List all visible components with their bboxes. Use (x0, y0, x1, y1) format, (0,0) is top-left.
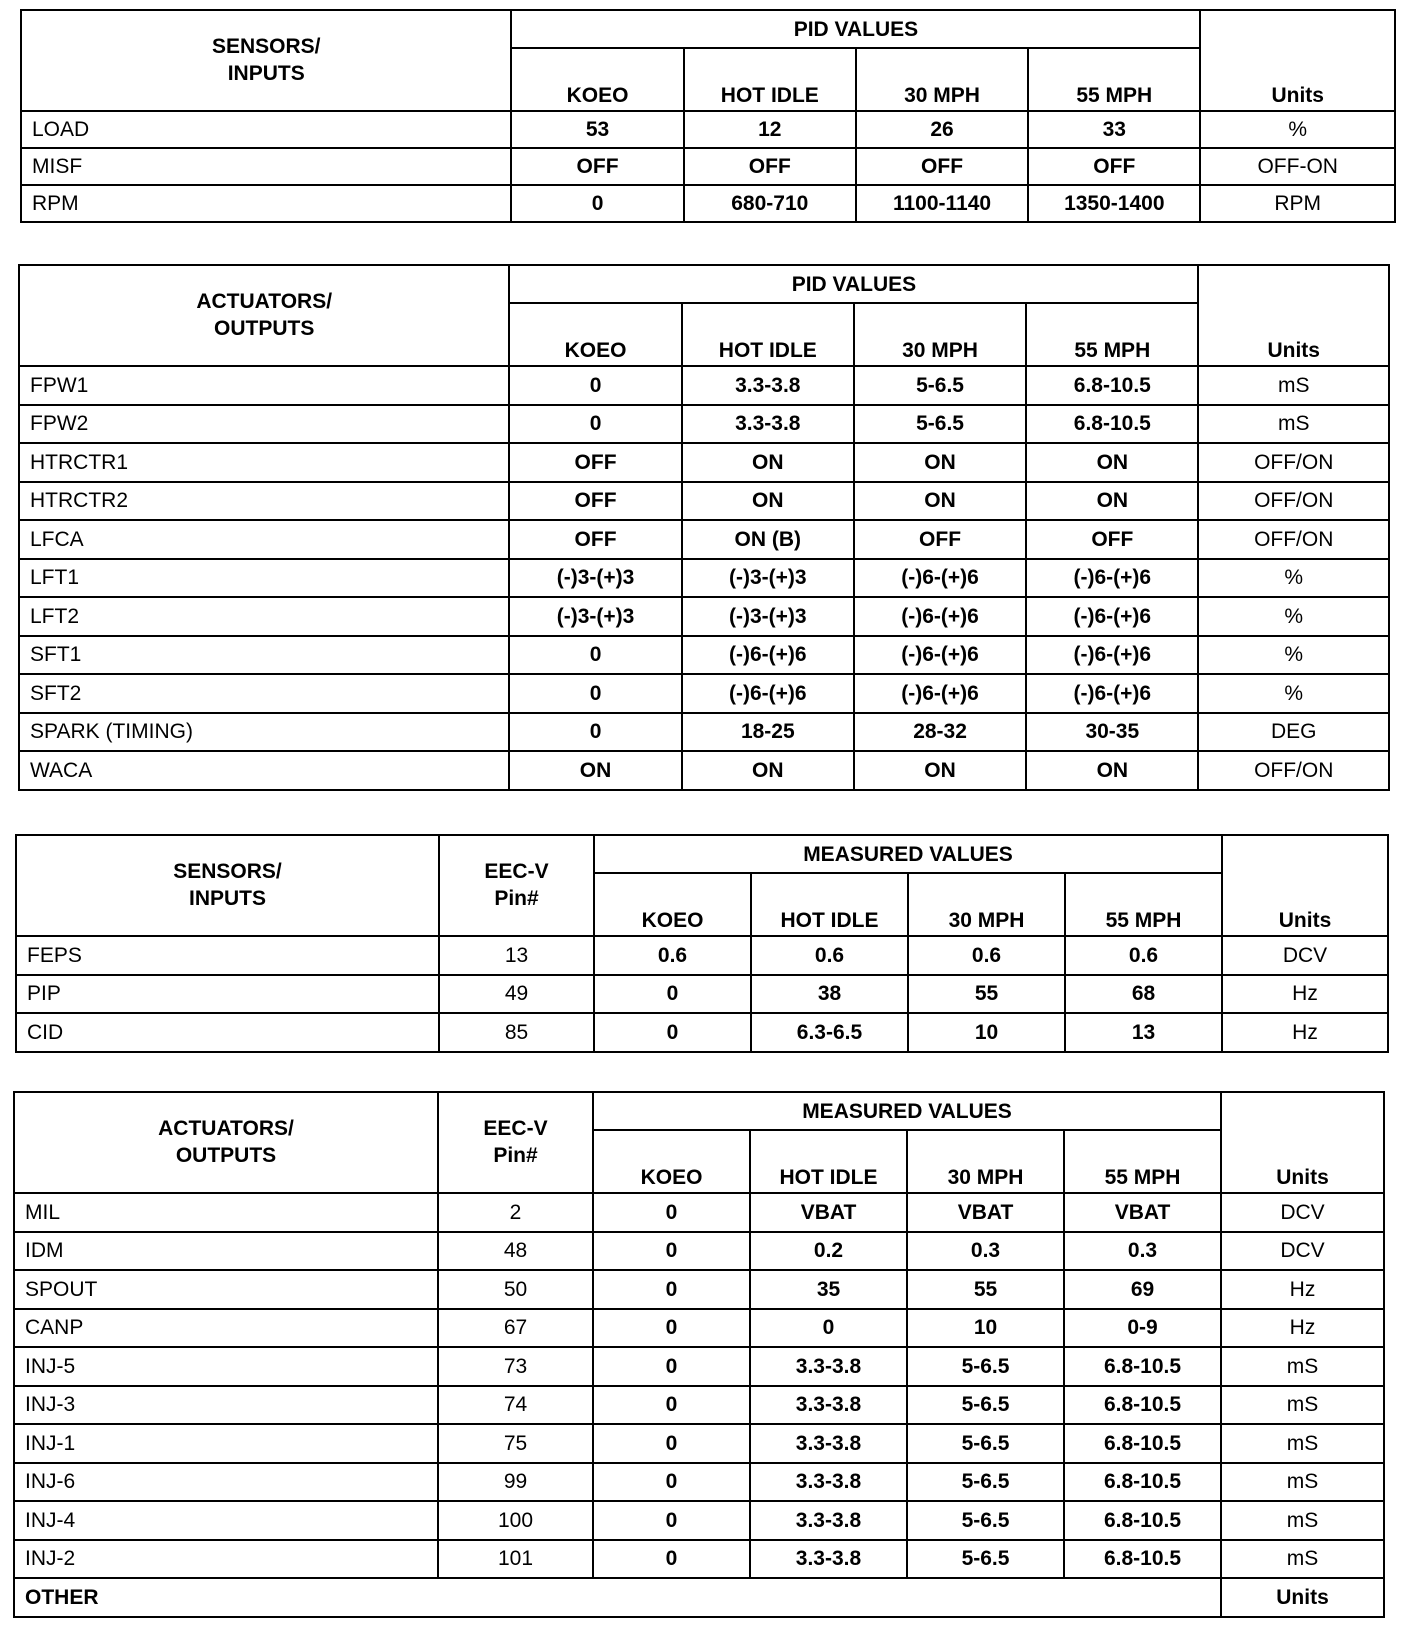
other-label: OTHER (14, 1578, 1221, 1617)
cell-units: DCV (1221, 1193, 1384, 1232)
cell-koeo: 0 (511, 185, 683, 222)
col-hot-idle: HOT IDLE (682, 303, 854, 366)
table-row (19, 520, 1389, 559)
cell-30-mph: 1100-1140 (856, 185, 1028, 222)
cell-units: OFF/ON (1198, 482, 1389, 521)
row-name: SFT2 (19, 674, 509, 713)
col-hot-idle: HOT IDLE (684, 48, 856, 111)
table-row (19, 674, 1389, 713)
table-row (19, 636, 1389, 675)
table-row (19, 559, 1389, 598)
table-row (14, 1193, 1384, 1232)
row-name: HTRCTR2 (19, 482, 509, 521)
cell-55-mph: VBAT (1064, 1193, 1221, 1232)
col-koeo: KOEO (511, 48, 683, 111)
cell-30-mph: 55 (907, 1270, 1064, 1309)
cell-koeo: 0 (594, 975, 751, 1014)
cell-koeo: OFF (509, 520, 681, 559)
cell-pin: 67 (438, 1309, 593, 1348)
corner-header: SENSORS/ INPUTS (16, 835, 439, 936)
cell-pin: 99 (438, 1463, 593, 1502)
row-name: INJ-2 (14, 1540, 438, 1579)
row-name: FPW1 (19, 366, 509, 405)
cell-30-mph: 5-6.5 (907, 1424, 1064, 1463)
cell-30-mph: VBAT (907, 1193, 1064, 1232)
cell-units: RPM (1200, 185, 1395, 222)
cell-hot-idle: 3.3-3.8 (750, 1386, 907, 1425)
cell-hot-idle: ON (682, 443, 854, 482)
cell-30-mph: ON (854, 751, 1026, 790)
col-koeo: KOEO (593, 1130, 750, 1193)
row-name: LFT1 (19, 559, 509, 598)
cell-units: mS (1221, 1386, 1384, 1425)
cell-pin: 49 (439, 975, 594, 1014)
cell-units: DCV (1221, 1232, 1384, 1271)
table-row (21, 111, 1395, 148)
cell-30-mph: ON (854, 482, 1026, 521)
cell-hot-idle: 0 (750, 1309, 907, 1348)
group-header: MEASURED VALUES (594, 835, 1222, 873)
cell-30-mph: 0.6 (908, 936, 1065, 975)
cell-units: mS (1221, 1463, 1384, 1502)
table-row (19, 405, 1389, 444)
cell-55-mph: 6.8-10.5 (1064, 1501, 1221, 1540)
table-row (21, 185, 1395, 222)
cell-hot-idle: ON (682, 482, 854, 521)
cell-koeo: 0.6 (594, 936, 751, 975)
col-hot-idle: HOT IDLE (751, 873, 908, 936)
row-name: LFT2 (19, 597, 509, 636)
cell-pin: 50 (438, 1270, 593, 1309)
cell-koeo: 0 (593, 1270, 750, 1309)
row-name: HTRCTR1 (19, 443, 509, 482)
group-header: PID VALUES (509, 265, 1198, 303)
cell-hot-idle: 680-710 (684, 185, 856, 222)
col-30-mph: 30 MPH (908, 873, 1065, 936)
cell-units: OFF/ON (1198, 751, 1389, 790)
row-name: CID (16, 1013, 439, 1052)
cell-55-mph: 6.8-10.5 (1026, 366, 1198, 405)
row-name: INJ-4 (14, 1501, 438, 1540)
cell-koeo: (-)3-(+)3 (509, 597, 681, 636)
cell-55-mph: 6.8-10.5 (1064, 1540, 1221, 1579)
cell-30-mph: (-)6-(+)6 (854, 636, 1026, 675)
pin-header: EEC-V Pin# (438, 1092, 593, 1193)
cell-55-mph: 6.8-10.5 (1064, 1463, 1221, 1502)
cell-koeo: 0 (509, 405, 681, 444)
group-header: PID VALUES (511, 10, 1200, 48)
cell-55-mph: (-)6-(+)6 (1026, 597, 1198, 636)
cell-55-mph: 6.8-10.5 (1064, 1347, 1221, 1386)
cell-hot-idle: 3.3-3.8 (750, 1501, 907, 1540)
cell-pin: 100 (438, 1501, 593, 1540)
cell-pin: 75 (438, 1424, 593, 1463)
cell-hot-idle: ON (682, 751, 854, 790)
cell-55-mph: ON (1026, 443, 1198, 482)
units-header: Units (1200, 10, 1395, 111)
row-name: RPM (21, 185, 511, 222)
cell-30-mph: (-)6-(+)6 (854, 674, 1026, 713)
cell-pin: 2 (438, 1193, 593, 1232)
cell-pin: 13 (439, 936, 594, 975)
cell-30-mph: 0.3 (907, 1232, 1064, 1271)
table-row (16, 1013, 1388, 1052)
row-name: PIP (16, 975, 439, 1014)
cell-30-mph: ON (854, 443, 1026, 482)
cell-55-mph: 0.3 (1064, 1232, 1221, 1271)
cell-hot-idle: 0.6 (751, 936, 908, 975)
cell-hot-idle: 0.2 (750, 1232, 907, 1271)
units-header: Units (1221, 1092, 1384, 1193)
cell-koeo: 0 (509, 366, 681, 405)
cell-koeo: 0 (593, 1309, 750, 1348)
cell-koeo: ON (509, 751, 681, 790)
cell-30-mph: 5-6.5 (854, 405, 1026, 444)
table-row (14, 1501, 1384, 1540)
cell-units: % (1198, 674, 1389, 713)
cell-koeo: 0 (509, 674, 681, 713)
col-55-mph: 55 MPH (1065, 873, 1222, 936)
cell-pin: 101 (438, 1540, 593, 1579)
cell-units: Hz (1221, 1270, 1384, 1309)
table-row (16, 936, 1388, 975)
cell-30-mph: 26 (856, 111, 1028, 148)
cell-55-mph: 13 (1065, 1013, 1222, 1052)
cell-hot-idle: ON (B) (682, 520, 854, 559)
table-row (19, 366, 1389, 405)
cell-koeo: OFF (509, 443, 681, 482)
cell-55-mph: OFF (1028, 148, 1200, 185)
row-name: INJ-5 (14, 1347, 438, 1386)
cell-30-mph: OFF (854, 520, 1026, 559)
cell-hot-idle: 38 (751, 975, 908, 1014)
cell-30-mph: (-)6-(+)6 (854, 559, 1026, 598)
row-name: CANP (14, 1309, 438, 1348)
cell-30-mph: 55 (908, 975, 1065, 1014)
col-hot-idle: HOT IDLE (750, 1130, 907, 1193)
cell-hot-idle: VBAT (750, 1193, 907, 1232)
table-row (21, 148, 1395, 185)
row-name: FPW2 (19, 405, 509, 444)
cell-55-mph: 1350-1400 (1028, 185, 1200, 222)
cell-units: mS (1221, 1424, 1384, 1463)
cell-55-mph: 69 (1064, 1270, 1221, 1309)
table-row (14, 1463, 1384, 1502)
row-name: INJ-6 (14, 1463, 438, 1502)
cell-30-mph: 5-6.5 (907, 1347, 1064, 1386)
cell-koeo: OFF (511, 148, 683, 185)
cell-units: DEG (1198, 713, 1389, 752)
cell-hot-idle: 3.3-3.8 (750, 1347, 907, 1386)
cell-koeo: 0 (593, 1347, 750, 1386)
pin-header: EEC-V Pin# (439, 835, 594, 936)
cell-units: Hz (1222, 975, 1388, 1014)
cell-hot-idle: 3.3-3.8 (750, 1424, 907, 1463)
cell-hot-idle: OFF (684, 148, 856, 185)
cell-30-mph: 10 (907, 1309, 1064, 1348)
cell-koeo: 0 (593, 1424, 750, 1463)
other-row (14, 1578, 1384, 1617)
cell-koeo: 0 (509, 636, 681, 675)
table-row (14, 1232, 1384, 1271)
row-name: SFT1 (19, 636, 509, 675)
cell-30-mph: (-)6-(+)6 (854, 597, 1026, 636)
cell-30-mph: 5-6.5 (854, 366, 1026, 405)
cell-55-mph: (-)6-(+)6 (1026, 636, 1198, 675)
cell-pin: 74 (438, 1386, 593, 1425)
cell-units: mS (1221, 1347, 1384, 1386)
table-row (14, 1309, 1384, 1348)
row-name: LFCA (19, 520, 509, 559)
cell-koeo: 0 (593, 1463, 750, 1502)
cell-hot-idle: 3.3-3.8 (750, 1463, 907, 1502)
cell-hot-idle: 3.3-3.8 (750, 1540, 907, 1579)
cell-units: DCV (1222, 936, 1388, 975)
corner-header: ACTUATORS/ OUTPUTS (14, 1092, 438, 1193)
cell-pin: 48 (438, 1232, 593, 1271)
cell-55-mph: 0-9 (1064, 1309, 1221, 1348)
row-name: SPOUT (14, 1270, 438, 1309)
table-row (19, 597, 1389, 636)
table-row (16, 975, 1388, 1014)
cell-koeo: 0 (593, 1501, 750, 1540)
col-koeo: KOEO (594, 873, 751, 936)
row-name: INJ-1 (14, 1424, 438, 1463)
corner-header: ACTUATORS/ OUTPUTS (19, 265, 509, 366)
measured-sensors-table (15, 834, 1389, 1053)
cell-units: OFF-ON (1200, 148, 1395, 185)
cell-koeo: OFF (509, 482, 681, 521)
cell-units: % (1198, 559, 1389, 598)
row-name: IDM (14, 1232, 438, 1271)
cell-units: Hz (1222, 1013, 1388, 1052)
cell-55-mph: 6.8-10.5 (1064, 1386, 1221, 1425)
cell-30-mph: 5-6.5 (907, 1463, 1064, 1502)
table-row (14, 1270, 1384, 1309)
cell-55-mph: (-)6-(+)6 (1026, 559, 1198, 598)
row-name: SPARK (TIMING) (19, 713, 509, 752)
cell-30-mph: 10 (908, 1013, 1065, 1052)
row-name: MISF (21, 148, 511, 185)
cell-pin: 85 (439, 1013, 594, 1052)
cell-55-mph: 6.8-10.5 (1026, 405, 1198, 444)
cell-hot-idle: 35 (750, 1270, 907, 1309)
cell-koeo: 53 (511, 111, 683, 148)
cell-55-mph: 30-35 (1026, 713, 1198, 752)
cell-hot-idle: 3.3-3.8 (682, 405, 854, 444)
cell-koeo: 0 (593, 1540, 750, 1579)
row-name: FEPS (16, 936, 439, 975)
cell-30-mph: 5-6.5 (907, 1501, 1064, 1540)
cell-koeo: 0 (593, 1232, 750, 1271)
cell-hot-idle: 3.3-3.8 (682, 366, 854, 405)
cell-units: OFF/ON (1198, 520, 1389, 559)
other-units: Units (1221, 1578, 1384, 1617)
col-55-mph: 55 MPH (1026, 303, 1198, 366)
cell-units: % (1198, 597, 1389, 636)
table-row (19, 751, 1389, 790)
cell-units: Hz (1221, 1309, 1384, 1348)
cell-55-mph: ON (1026, 482, 1198, 521)
table-row (14, 1424, 1384, 1463)
cell-30-mph: 5-6.5 (907, 1386, 1064, 1425)
cell-koeo: 0 (593, 1386, 750, 1425)
col-30-mph: 30 MPH (856, 48, 1028, 111)
cell-hot-idle: 6.3-6.5 (751, 1013, 908, 1052)
corner-header: SENSORS/ INPUTS (21, 10, 511, 111)
cell-hot-idle: (-)6-(+)6 (682, 674, 854, 713)
cell-units: % (1200, 111, 1395, 148)
row-name: LOAD (21, 111, 511, 148)
col-koeo: KOEO (509, 303, 681, 366)
table-row (19, 482, 1389, 521)
cell-koeo: 0 (594, 1013, 751, 1052)
row-name: WACA (19, 751, 509, 790)
cell-hot-idle: 18-25 (682, 713, 854, 752)
cell-hot-idle: 12 (684, 111, 856, 148)
group-header: MEASURED VALUES (593, 1092, 1221, 1130)
table-row (14, 1386, 1384, 1425)
cell-55-mph: OFF (1026, 520, 1198, 559)
cell-units: mS (1221, 1501, 1384, 1540)
cell-55-mph: 0.6 (1065, 936, 1222, 975)
table-row (14, 1540, 1384, 1579)
cell-55-mph: 6.8-10.5 (1064, 1424, 1221, 1463)
cell-hot-idle: (-)3-(+)3 (682, 559, 854, 598)
table-row (19, 443, 1389, 482)
cell-koeo: 0 (509, 713, 681, 752)
row-name: MIL (14, 1193, 438, 1232)
cell-units: mS (1221, 1540, 1384, 1579)
cell-30-mph: OFF (856, 148, 1028, 185)
cell-55-mph: (-)6-(+)6 (1026, 674, 1198, 713)
table-row (19, 713, 1389, 752)
col-55-mph: 55 MPH (1028, 48, 1200, 111)
cell-koeo: 0 (593, 1193, 750, 1232)
cell-units: % (1198, 636, 1389, 675)
col-55-mph: 55 MPH (1064, 1130, 1221, 1193)
cell-55-mph: ON (1026, 751, 1198, 790)
pid-actuators-table (18, 264, 1390, 791)
cell-units: OFF/ON (1198, 443, 1389, 482)
table-row (14, 1347, 1384, 1386)
measured-actuators-table (13, 1091, 1385, 1618)
col-30-mph: 30 MPH (907, 1130, 1064, 1193)
cell-55-mph: 33 (1028, 111, 1200, 148)
pid-sensors-table (20, 9, 1396, 223)
row-name: INJ-3 (14, 1386, 438, 1425)
cell-hot-idle: (-)6-(+)6 (682, 636, 854, 675)
cell-30-mph: 5-6.5 (907, 1540, 1064, 1579)
cell-55-mph: 68 (1065, 975, 1222, 1014)
cell-units: mS (1198, 405, 1389, 444)
cell-hot-idle: (-)3-(+)3 (682, 597, 854, 636)
cell-30-mph: 28-32 (854, 713, 1026, 752)
cell-pin: 73 (438, 1347, 593, 1386)
units-header: Units (1222, 835, 1388, 936)
cell-koeo: (-)3-(+)3 (509, 559, 681, 598)
cell-units: mS (1198, 366, 1389, 405)
col-30-mph: 30 MPH (854, 303, 1026, 366)
units-header: Units (1198, 265, 1389, 366)
